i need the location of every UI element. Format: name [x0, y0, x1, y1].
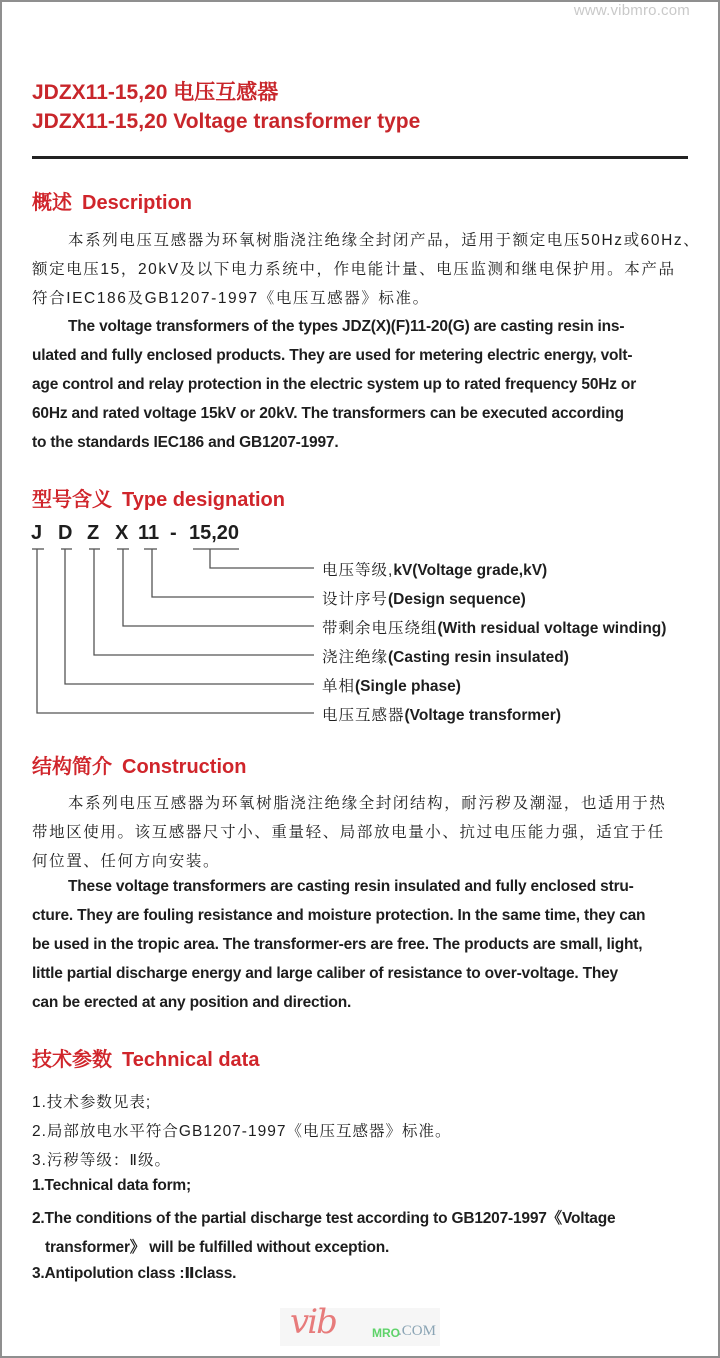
heading-en: Technical data [122, 1049, 260, 1071]
text-line: be used in the tropic area. The transformer-ers are free. The products are small, light, [32, 936, 643, 953]
designation-label-voltage-transformer [322, 703, 561, 725]
code-part-voltage: 15,20 [189, 522, 240, 544]
label-en: (Design sequence) [388, 591, 526, 608]
page-title-cn: JDZX11-15,20 电压互感器 [32, 81, 279, 104]
heading-cn: 概述 [32, 192, 72, 214]
logo-script: vib [290, 1302, 336, 1342]
label-cn: 浇注绝缘 [322, 649, 389, 666]
label-en: (Voltage transformer) [404, 707, 561, 724]
connector-voltage-grade [210, 549, 314, 568]
designation-label-voltage-grade [322, 558, 547, 580]
text-line: little partial discharge energy and large caliber of resistance to over-voltage. They [32, 965, 618, 982]
text-line: to the standards IEC186 and GB1207-1997. [32, 434, 339, 451]
label-en: kV(Voltage grade,kV) [393, 562, 548, 579]
text-line: cture. They are fouling resistance and moisture protection. In the same time, they can [32, 907, 646, 924]
section-heading-construction [32, 750, 246, 779]
designation-label-residual-winding [322, 616, 666, 638]
heading-en: Type designation [122, 489, 285, 511]
code-part-x: X [115, 522, 129, 544]
technical-item-cn: 1.技术参数见表; [32, 1094, 152, 1111]
code-part-dash: - [170, 522, 177, 544]
text-line: 本系列电压互感器为环氧树脂浇注绝缘全封闭结构，耐污秽及潮湿，也适用于热 [68, 795, 667, 812]
code-part-11: 11 [138, 522, 160, 544]
code-part-d: D [58, 522, 73, 544]
logo-mro: MRO [372, 1326, 400, 1340]
connector-single-phase [65, 549, 314, 684]
construction-en-paragraph [32, 872, 692, 1017]
text-line: 符合IEC186及GB1207-1997《电压互感器》标准。 [32, 290, 430, 307]
vibmro-logo [280, 1302, 440, 1346]
text-line: age control and relay protection in the electric system up to rated frequency 50Hz or [32, 376, 637, 393]
technical-item-cn: 3.污秽等级：Ⅱ级。 [32, 1152, 172, 1169]
label-en: (With residual voltage winding) [437, 620, 667, 637]
logo-com: .COM [398, 1323, 436, 1339]
connector-voltage-transformer [37, 549, 314, 713]
watermark: www.vibmro.com [573, 2, 690, 19]
heading-en: Description [82, 192, 193, 214]
connector-casting-resin [94, 549, 314, 655]
code-part-z: Z [87, 522, 100, 544]
construction-cn-paragraph [32, 789, 692, 876]
text-line: 额定电压15，20kV及以下电力系统中，作电能计量、电压监测和继电保护用。本产品 [32, 261, 676, 278]
heading-cn: 结构简介 [32, 756, 112, 778]
heading-cn: 技术参数 [32, 1049, 112, 1071]
technical-item-en: transformer》 will be fulfilled without exception. [45, 1239, 390, 1256]
heading-cn: 型号含义 [32, 489, 112, 511]
designation-label-casting-resin [322, 645, 569, 667]
technical-item-en: 1.Technical data form; [32, 1177, 191, 1194]
text-line: ulated and fully enclosed products. They are used for metering electric energy, volt- [32, 347, 633, 364]
label-en: (Single phase) [355, 678, 461, 695]
section-heading-technical [32, 1043, 259, 1072]
text-line: can be erected at any position and direction. [32, 994, 352, 1011]
text-line: 60Hz and rated voltage 15kV or 20kV. The transformers can be executed according [32, 405, 624, 422]
text-line: The voltage transformers of the types JDZ(X)(F)11-20(G) are casting resin ins- [68, 318, 625, 335]
label-cn: 电压等级, [322, 562, 394, 579]
label-cn: 单相 [322, 678, 356, 695]
text-line: 带地区使用。该互感器尺寸小、重量轻、局部放电量小、抗过电压能力强，适宜于任 [32, 824, 665, 841]
label-en: (Casting resin insulated) [388, 649, 569, 666]
text-line: These voltage transformers are casting resin insulated and fully enclosed stru- [68, 878, 634, 895]
label-cn: 电压互感器 [322, 707, 405, 724]
label-cn: 设计序号 [322, 591, 389, 608]
text-line: 何位置、任何方向安装。 [32, 853, 221, 870]
label-cn: 带剩余电压绕组 [322, 620, 438, 637]
technical-item-en: 3.Antipolution class :Ⅱclass. [32, 1265, 237, 1282]
designation-label-single-phase [322, 674, 461, 696]
connector-design-sequence [152, 549, 314, 597]
designation-label-design-sequence [322, 587, 526, 609]
text-line: 本系列电压互感器为环氧树脂浇注绝缘全封闭产品，适用于额定电压50Hz或60Hz、 [68, 232, 701, 249]
page-title-en: JDZX11-15,20 Voltage transformer type [32, 110, 421, 133]
code-part-j: J [31, 522, 43, 544]
heading-en: Construction [122, 756, 247, 778]
technical-item-en: 2.The conditions of the partial discharge test according to GB1207-1997《Voltage [32, 1210, 616, 1227]
technical-item-cn: 2.局部放电水平符合GB1207-1997《电压互感器》标准。 [32, 1123, 452, 1140]
